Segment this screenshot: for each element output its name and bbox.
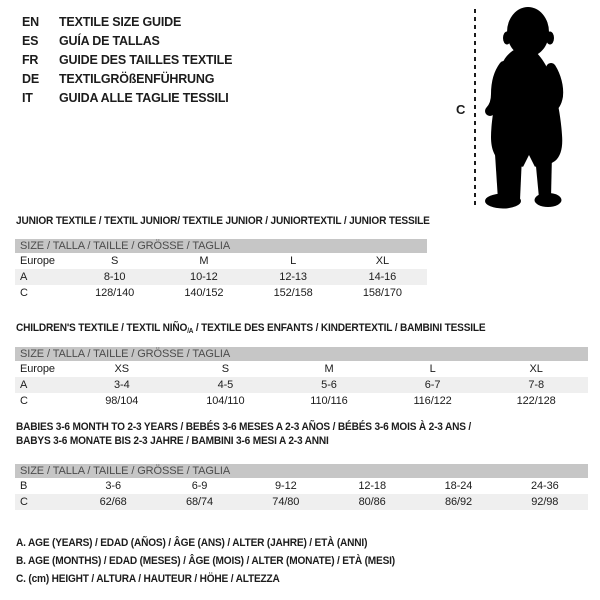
table-row-height	[15, 494, 588, 510]
height-cell: 68/74	[185, 496, 213, 508]
lang-code: ES	[22, 34, 39, 48]
size-table-header: SIZE / TALLA / TAILLE / GRÖSSE / TAGLIA	[15, 347, 588, 361]
height-cell: 80/86	[358, 496, 386, 508]
lang-row-it	[22, 89, 232, 108]
table-row-age	[15, 269, 427, 285]
age-cell: 7-8	[528, 379, 544, 391]
age-cell: 4-5	[217, 379, 234, 391]
lang-label: TEXTILGRÖßENFÜHRUNG	[59, 72, 215, 86]
age-cell: 3-4	[113, 379, 130, 391]
row-label: B	[20, 480, 28, 492]
months-cell: 18-24	[444, 480, 473, 492]
height-cell: 152/158	[273, 287, 313, 299]
age-cell: 14-16	[368, 271, 397, 283]
note-age-years: A. AGE (YEARS) / EDAD (AÑOS) / ÂGE (ANS) / ALTER (JAHRE) / ETÀ (ANNI)	[16, 537, 368, 549]
size-cell: XL	[529, 363, 543, 375]
lang-code: EN	[22, 15, 39, 29]
table-row-months	[15, 478, 588, 494]
lang-label: TEXTILE SIZE GUIDE	[59, 15, 182, 29]
months-cell: 3-6	[105, 480, 121, 492]
row-label: A	[20, 379, 28, 391]
height-cell: 104/110	[206, 395, 245, 407]
note-age-months: B. AGE (MONTHS) / EDAD (MESES) / ÂGE (MOIS) / ALTER (MONATE) / ETÀ (MESI)	[16, 555, 395, 567]
children-section-title	[16, 321, 485, 339]
row-label: C	[20, 496, 28, 508]
row-label: Europe	[20, 255, 55, 267]
size-cell: S	[111, 255, 119, 267]
height-cell: 74/80	[272, 496, 300, 508]
babies-title-line2: BABYS 3-6 MONATE BIS 2-3 JAHRE / BAMBINI 3-6 MESI A 2-3 ANNI	[16, 435, 329, 447]
junior-section-title: JUNIOR TEXTILE / TEXTIL JUNIOR/ TEXTILE JUNIOR / JUNIORTEXTIL / JUNIOR TESSILE	[16, 215, 430, 227]
height-cell: 62/68	[99, 496, 127, 508]
height-cell: 92/98	[531, 496, 559, 508]
children-title-subscript: /A	[187, 328, 194, 335]
legend-notes	[16, 534, 428, 588]
row-label: A	[20, 271, 28, 283]
size-cell: L	[290, 255, 297, 267]
age-cell: 10-12	[190, 271, 218, 283]
table-row-height	[15, 285, 427, 301]
babies-size-table	[15, 464, 588, 510]
baby-silhouette-image	[478, 4, 570, 210]
size-cell: M	[324, 363, 334, 375]
size-table-header: SIZE / TALLA / TAILLE / GRÖSSE / TAGLIA	[15, 239, 427, 253]
size-cell: XS	[114, 363, 130, 375]
size-cell: S	[221, 363, 230, 375]
height-cell: 98/104	[105, 395, 139, 407]
table-row-age	[15, 377, 588, 393]
months-cell: 24-36	[530, 480, 559, 492]
age-cell: 5-6	[321, 379, 337, 391]
height-marker-label: C	[456, 102, 466, 117]
age-cell: 6-7	[424, 379, 441, 391]
age-cell: 12-13	[279, 271, 307, 283]
months-cell: 9-12	[275, 480, 297, 492]
row-label: C	[20, 395, 28, 407]
height-cell: 86/92	[444, 496, 472, 508]
note-height-cm: C. (cm) HEIGHT / ALTURA / HAUTEUR / HÖHE / ALTEZZA	[16, 573, 280, 585]
height-cell: 116/122	[413, 395, 452, 407]
row-label: C	[20, 287, 28, 299]
junior-size-table	[15, 239, 427, 301]
lang-label: GUÍA DE TALLAS	[59, 34, 160, 48]
language-title-list	[22, 13, 232, 108]
table-row-height	[15, 393, 588, 409]
babies-section-title	[16, 420, 511, 448]
lang-code: IT	[22, 91, 33, 105]
babies-title-line1: BABIES 3-6 MONTH TO 2-3 YEARS / BEBÉS 3-6 MESES A 2-3 AÑOS / BÉBÉS 3-6 MOIS À 2-3 ANS /	[16, 421, 472, 433]
lang-code: DE	[22, 72, 39, 86]
lang-row-de	[22, 70, 232, 89]
height-measure-dashed-line	[474, 9, 476, 208]
lang-label: GUIDA ALLE TAGLIE TESSILI	[59, 91, 229, 105]
children-title-suffix: / TEXTILE DES ENFANTS / KINDERTEXTIL / BAMBINI TESSILE	[193, 322, 486, 334]
age-cell: 8-10	[103, 271, 126, 283]
height-cell: 110/116	[310, 395, 348, 407]
lang-row-es	[22, 32, 232, 51]
table-row-europe	[15, 361, 588, 377]
height-cell: 122/128	[516, 395, 556, 407]
height-cell: 128/140	[95, 287, 135, 299]
height-cell: 158/170	[362, 287, 402, 299]
lang-code: FR	[22, 53, 39, 67]
lang-row-fr	[22, 51, 232, 70]
months-cell: 12-18	[358, 480, 386, 492]
row-label: Europe	[20, 363, 55, 375]
children-title-prefix: CHILDREN'S TEXTILE / TEXTIL NIÑO	[16, 322, 188, 334]
size-cell: M	[199, 255, 209, 267]
table-row-europe	[15, 253, 427, 269]
size-table-header: SIZE / TALLA / TAILLE / GRÖSSE / TAGLIA	[15, 464, 588, 478]
size-cell: XL	[375, 255, 389, 267]
height-cell: 140/152	[184, 287, 224, 299]
lang-row-en	[22, 13, 232, 32]
children-size-table	[15, 347, 588, 409]
months-cell: 6-9	[191, 480, 208, 492]
lang-label: GUIDE DES TAILLES TEXTILE	[59, 53, 233, 67]
size-cell: L	[429, 363, 436, 375]
